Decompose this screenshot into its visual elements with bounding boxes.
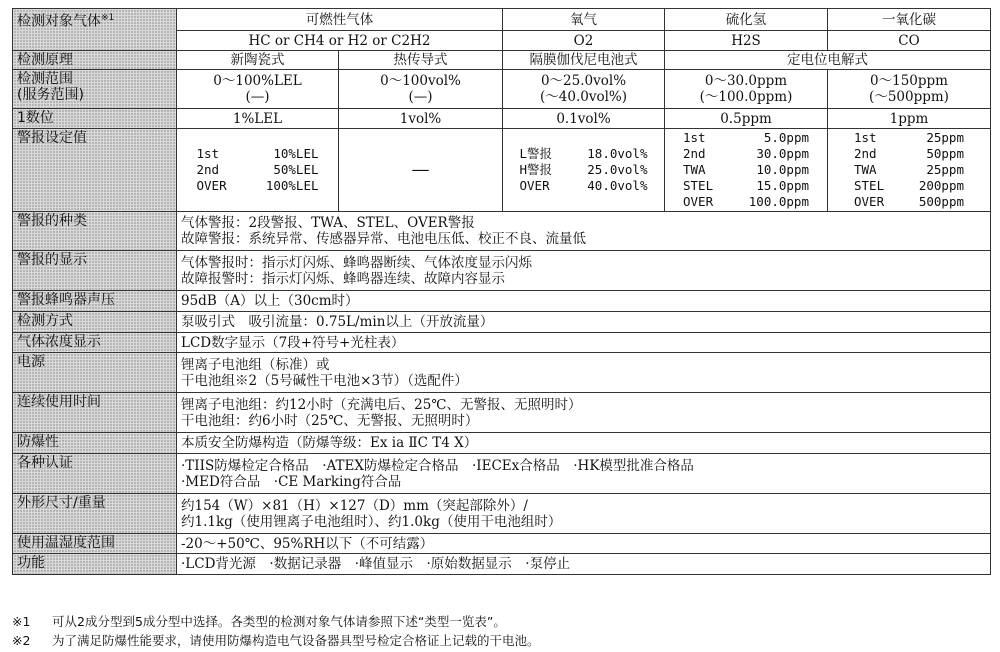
runtime-row bbox=[13, 393, 991, 433]
method-value: 泵吸引式 吸引流量：0.75L/min以上（开放流量） bbox=[177, 312, 991, 333]
conc-row bbox=[13, 333, 991, 353]
alarm-row bbox=[13, 129, 991, 212]
func-row bbox=[13, 554, 991, 575]
explosion-row bbox=[13, 433, 991, 454]
spec-table bbox=[12, 8, 991, 575]
range-row bbox=[13, 70, 991, 109]
temp-row bbox=[13, 534, 991, 554]
explosion-value: 本质安全防爆构造（防爆等级：Ex ia ⅡC T4 X） bbox=[177, 433, 991, 454]
runtime-value: 锂离子电池组：约12小时（充满电后、25℃、无警报、无照明时） 干电池组：约6小时（25℃、无警报、无照明时） bbox=[177, 393, 991, 433]
power-row bbox=[13, 353, 991, 393]
footnote: ※2 为了满足防爆性能要求，请使用防爆构造电气设备器具型号检定合格证上记载的干电池。 bbox=[12, 633, 540, 648]
principle-row bbox=[13, 51, 991, 70]
digit-cell: 0.1vol% bbox=[503, 109, 665, 129]
alarm-lel: 1st 10%LEL 2nd 50%LEL OVER 100%LEL bbox=[177, 129, 339, 212]
formula-oxygen: O2 bbox=[503, 31, 665, 51]
explosion-label: 防爆性 bbox=[13, 433, 177, 454]
buzzer-label: 警报蜂鸣器声压 bbox=[13, 291, 177, 312]
footnote: ※1 可从2成分型到5成分型中选择。各类型的检测对象气体请参照下述“类型一览表”。 bbox=[12, 614, 506, 629]
buzzer-value: 95dB（A）以上（30cm时） bbox=[177, 291, 991, 312]
alarm-display-label: 警报的显示 bbox=[13, 251, 177, 291]
digit-row bbox=[13, 109, 991, 129]
range-cell: 0～30.0ppm (～100.0ppm) bbox=[665, 70, 828, 109]
alarm-display-row bbox=[13, 251, 991, 291]
alarm-h2s: 1st 5.0ppm 2nd 30.0ppm TWA 10.0ppm STEL 15.0ppm OVER 100.0ppm bbox=[665, 129, 828, 212]
formula-combustible: HC or CH4 or H2 or C2H2 bbox=[177, 31, 503, 51]
principle-catalytic: 新陶瓷式 bbox=[177, 51, 339, 70]
principle-thermal: 热传导式 bbox=[339, 51, 503, 70]
conc-label: 气体浓度显示 bbox=[13, 333, 177, 353]
digit-cell: 1%LEL bbox=[177, 109, 339, 129]
formula-h2s: H2S bbox=[665, 31, 828, 51]
range-cell: 0～25.0vol% (～40.0vol%) bbox=[503, 70, 665, 109]
principle-galvanic: 隔膜伽伐尼电池式 bbox=[503, 51, 665, 70]
header-row bbox=[13, 9, 991, 31]
cert-label: 各种认证 bbox=[13, 454, 177, 494]
method-row bbox=[13, 312, 991, 333]
range-cell: 0～150ppm (～500ppm) bbox=[828, 70, 991, 109]
formula-co: CO bbox=[828, 31, 991, 51]
temp-label: 使用温湿度范围 bbox=[13, 534, 177, 554]
alarm-label: 警报设定值 bbox=[13, 129, 177, 212]
conc-value: LCD数字显示（7段+符号+光柱表） bbox=[177, 333, 991, 353]
range-cell: 0～100%LEL (—) bbox=[177, 70, 339, 109]
alarm-display-value: 气体警报时：指示灯闪烁、蜂鸣器断续、气体浓度显示闪烁 故障报警时：指示灯闪烁、蜂鸣器连续、故障内容显示 bbox=[177, 251, 991, 291]
temp-value: -20～+50℃、95%RH以下（不可结露） bbox=[177, 534, 991, 554]
range-cell: 0～100vol% (—) bbox=[339, 70, 503, 109]
digit-cell: 1ppm bbox=[828, 109, 991, 129]
method-label: 检测方式 bbox=[13, 312, 177, 333]
range-label: 检测范围 (服务范围) bbox=[13, 70, 177, 109]
alarm-vol: — bbox=[339, 129, 503, 212]
size-value: 约154（W）×81（H）×127（D）mm（突起部除外）/ 约1.1kg（使用锂离子电池组时）、约1.0kg（使用干电池组时） bbox=[177, 494, 991, 534]
alarm-types-value: 气体警报：2段警报、TWA、STEL、OVER警报 故障警报：系统异常、传感器异常、电池电压低、校正不良、流量低 bbox=[177, 212, 991, 251]
gas-oxygen: 氧气 bbox=[503, 9, 665, 31]
func-value: ·LCD背光源 ·数据记录器 ·峰值显示 ·原始数据显示 ·泵停止 bbox=[177, 554, 991, 575]
power-label: 电源 bbox=[13, 353, 177, 393]
alarm-types-label: 警报的种类 bbox=[13, 212, 177, 251]
alarm-types-row bbox=[13, 212, 991, 251]
cert-value: ·TIIS防爆检定合格品 ·ATEX防爆检定合格品 ·IECEx合格品 ·HK模型批准合格品 ·MED符合品 ·CE Marking符合品 bbox=[177, 454, 991, 494]
digit-cell: 1vol% bbox=[339, 109, 503, 129]
digit-cell: 0.5ppm bbox=[665, 109, 828, 129]
cert-row bbox=[13, 454, 991, 494]
gas-combustible: 可燃性气体 bbox=[177, 9, 503, 31]
gas-h2s: 硫化氢 bbox=[665, 9, 828, 31]
alarm-co: 1st 25ppm 2nd 50ppm TWA 25ppm STEL 200ppm OVER 500ppm bbox=[828, 129, 991, 212]
buzzer-row bbox=[13, 291, 991, 312]
digit-label: 1数位 bbox=[13, 109, 177, 129]
size-label: 外形尺寸/重量 bbox=[13, 494, 177, 534]
gas-co: 一氧化碳 bbox=[828, 9, 991, 31]
header-label: 检测对象气体$^{※1}$ bbox=[13, 9, 177, 51]
footnotes bbox=[12, 612, 540, 650]
runtime-label: 连续使用时间 bbox=[13, 393, 177, 433]
func-label: 功能 bbox=[13, 554, 177, 575]
power-value: 锂离子电池组（标准）或 干电池组※2（5号碱性干电池×3节）（选配件） bbox=[177, 353, 991, 393]
principle-label: 检测原理 bbox=[13, 51, 177, 70]
size-row bbox=[13, 494, 991, 534]
alarm-o2: L警报 18.0vol% H警报 25.0vol% OVER 40.0vol% bbox=[503, 129, 665, 212]
principle-electrochemical: 定电位电解式 bbox=[665, 51, 991, 70]
